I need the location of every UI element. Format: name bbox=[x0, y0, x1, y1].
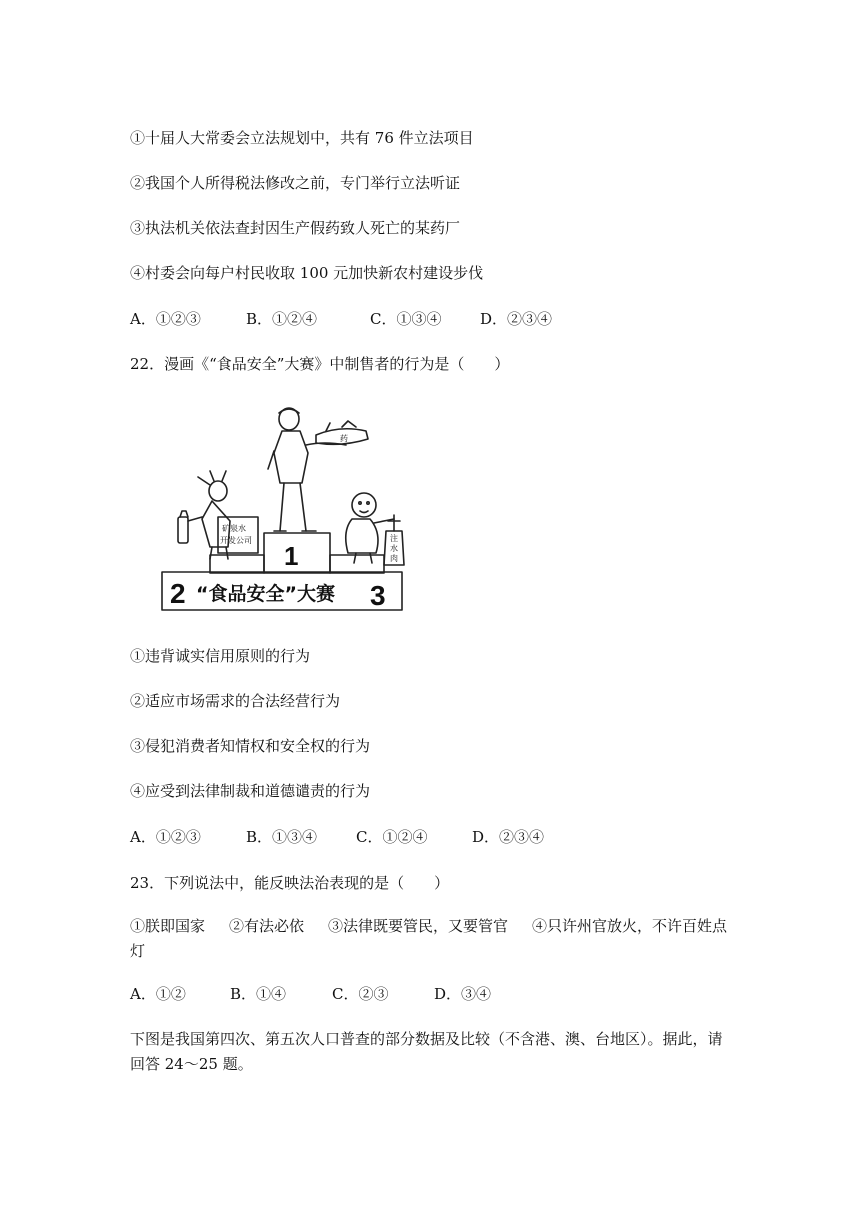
q22-option-a: A．①②③ bbox=[130, 828, 201, 846]
q21-option-d: D．②③④ bbox=[480, 310, 553, 328]
q23-items bbox=[130, 914, 734, 964]
q23-options bbox=[130, 984, 491, 1004]
q22-item-1: ①违背诚实信用原则的行为 bbox=[130, 647, 311, 665]
cartoon-podium-3 bbox=[330, 555, 384, 573]
cartoon-figure-winner bbox=[268, 408, 368, 531]
cartoon-podium-3-label: 3 bbox=[370, 580, 386, 611]
q23-item-2: ②有法必依 bbox=[229, 917, 305, 935]
cartoon-box-label-2: 开发公司 bbox=[220, 536, 252, 545]
q21-item-2: ②我国个人所得税法修改之前，专门举行立法听证 bbox=[130, 174, 461, 192]
cartoon-figure-second bbox=[178, 471, 258, 559]
cartoon-podium-2-label: 2 bbox=[170, 578, 186, 609]
cartoon-podium-1-label: 1 bbox=[284, 541, 299, 571]
q22-options bbox=[130, 827, 544, 847]
q21-option-c: C．①③④ bbox=[370, 310, 442, 328]
cartoon-bag-label-3: 肉 bbox=[390, 554, 398, 563]
q23-option-b: B．①④ bbox=[230, 985, 287, 1003]
cartoon-bag-label-1: 注 bbox=[390, 534, 398, 543]
q22-item-3: ③侵犯消费者知情权和安全权的行为 bbox=[130, 737, 371, 755]
q23-option-c: C．②③ bbox=[332, 985, 389, 1003]
cartoon-box-label-1: 矿泉水 bbox=[222, 524, 246, 533]
cartoon-podium-2 bbox=[210, 555, 264, 573]
cartoon-tray-label: 药 bbox=[340, 434, 348, 443]
q22-item-4: ④应受到法律制裁和道德谴责的行为 bbox=[130, 782, 371, 800]
q23-option-a: A．①② bbox=[130, 985, 186, 1003]
q21-option-b: B．①②④ bbox=[246, 310, 318, 328]
q23-stem: 23．下列说法中，能反映法治表现的是（ ） bbox=[130, 874, 450, 892]
q22-option-c: C．①②④ bbox=[356, 828, 428, 846]
q21-options bbox=[130, 309, 552, 329]
q23-item-4: ④只许州官放火，不许百姓点灯 bbox=[130, 917, 728, 960]
cartoon-bag-label-2: 水 bbox=[390, 544, 398, 553]
q23-option-d: D．③④ bbox=[434, 985, 492, 1003]
q21-option-a: A．①②③ bbox=[130, 310, 201, 328]
q22-option-d: D．②③④ bbox=[472, 828, 545, 846]
cartoon-banner-text: “食品安全”大赛 bbox=[196, 583, 335, 605]
q21-item-1: ①十届人大常委会立法规划中，共有 76 件立法项目 bbox=[130, 129, 474, 147]
q22-option-b: B．①③④ bbox=[246, 828, 318, 846]
q23-item-3: ③法律既要管民，又要管官 bbox=[328, 917, 509, 935]
q21-item-4: ④村委会向每户村民收取 100 元加快新农村建设步伐 bbox=[130, 264, 484, 282]
q23-item-1: ①朕即国家 bbox=[130, 917, 206, 935]
q24-25-intro: 下图是我国第四次、第五次人口普查的部分数据及比较（不含港、澳、台地区）。据此，请回答 24～25 题。 bbox=[130, 1030, 723, 1073]
q22-item-2: ②适应市场需求的合法经营行为 bbox=[130, 692, 341, 710]
q22-stem: 22．漫画《“食品安全”大赛》中制售者的行为是（ ） bbox=[130, 355, 510, 373]
q21-item-3: ③执法机关依法查封因生产假药致人死亡的某药厂 bbox=[130, 219, 461, 237]
food-safety-cartoon bbox=[156, 405, 406, 615]
